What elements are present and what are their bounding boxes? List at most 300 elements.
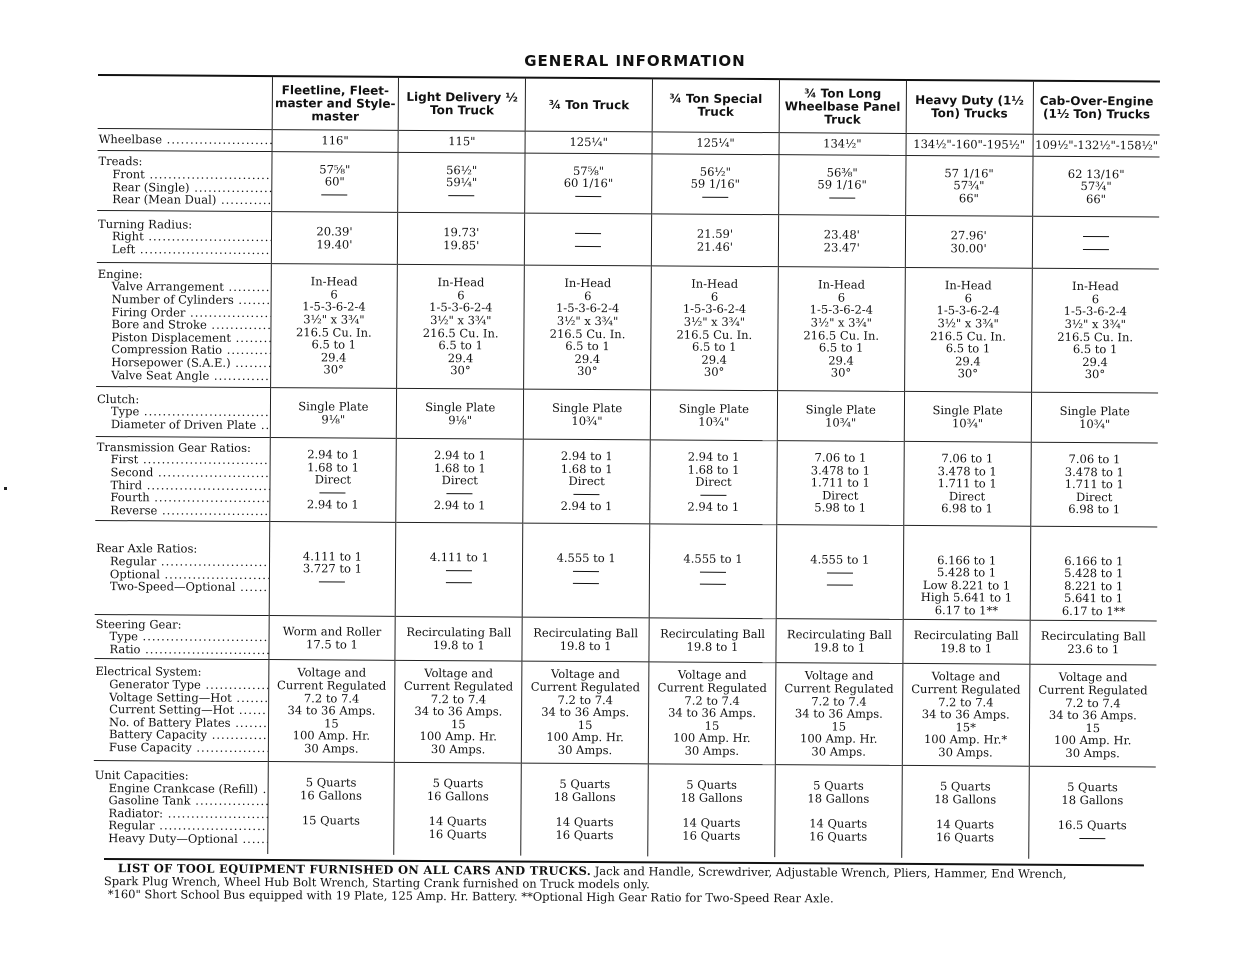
cell-value: 57¾" [1080,179,1112,194]
cell-value: 3.478 to 1 [937,463,997,479]
value-cell [398,152,525,213]
section-row [97,150,1159,216]
cell-value: 19.8 to 1 [686,639,739,654]
dash-rule [573,583,599,584]
not-applicable-dash [779,578,901,591]
cell-value: 27.96' [950,228,987,243]
tool-equipment-list: Jack and Handle, Screwdriver, Adjustable Wrench, Pliers, Hammer, End Wrench, [594,863,1067,881]
cell-value: 59¼" [446,175,478,190]
cell-value: 134½"-160"-195½" [913,137,1026,152]
cell-value: 216.5 Cu. In. [1057,329,1134,344]
not-applicable-dash [1031,831,1154,844]
cell-value: 10¾" [825,414,857,430]
cell-value: 216.5 Cu. In. [676,327,753,342]
cell-value: 6.5 to 1 [1072,342,1118,357]
cell-value: 4.111 to 1 [302,548,363,564]
cell-value: 16 Quarts [428,826,487,842]
cell-value: 1-5-3-6-2-4 [302,299,366,314]
cell-value: 57¾" [953,178,985,193]
cell-value: 5 Quarts [939,779,991,794]
section-heading: Turning Radius: [98,216,193,232]
cell-value: 30 Amps. [938,745,993,760]
cell-value: 18 Gallons [553,789,616,805]
value-cell [649,618,776,663]
section-row [97,210,1159,268]
value-cell [521,661,648,764]
cell-value: 3½" x 3¾" [556,313,619,329]
cell-value: 5 Quarts [1067,780,1118,795]
cell-value: 216.5 Cu. In. [422,325,499,340]
header-label-corner [98,75,272,130]
cell-value: In-Head [310,274,358,289]
cell-value: Voltage and [677,667,747,683]
cell-value: 216.5 Cu. In. [930,328,1006,344]
row-label: Front ..... [98,168,269,182]
cell-value: 16 Quarts [682,828,741,843]
section-heading: Engine: [97,266,143,282]
footnotes [104,858,1144,907]
cell-value: Voltage and [804,668,874,684]
cell-value: 15 [704,718,720,733]
cell-value: 5 Quarts [305,775,357,790]
cell-value: 14 Quarts [809,816,868,831]
cell-value: 6.17 to 1** [1061,603,1126,619]
dash-rule [700,571,726,572]
cell-value: 7.2 to 7.4 [430,691,487,706]
section-label-cell [98,128,272,151]
cell-value: 2.94 to 1 [306,497,359,512]
cell-value: 30 Amps. [430,742,486,757]
cell-value: 14 Quarts [555,814,614,830]
cell-value: 15 [831,719,847,734]
cell-value: 7.2 to 7.4 [1065,695,1121,710]
row-label: Battery Capacity ..... [95,728,266,742]
cell-value: 29.4 [320,350,347,365]
section-row [95,520,1158,620]
cell-value: Voltage and [551,667,620,682]
cell-value: 21.59' [696,226,734,241]
cell-value: 1-5-3-6-2-4 [936,303,1000,318]
value-cell [396,522,523,617]
dash-rule [827,585,853,586]
row-label: Current Setting—Hot ..... [95,703,266,717]
cell-value: 6 [457,287,465,302]
value-cell [1032,216,1159,269]
column-header: ¾ Ton Long Wheelbase Panel Truck [779,79,906,133]
cell-value: 30 Amps. [811,744,866,759]
value-cell [522,617,649,662]
value-cell [779,133,906,156]
column-header: Light Delivery ½ Ton Truck [399,77,526,131]
value-cell [649,524,776,619]
page-title: GENERAL INFORMATION [524,52,746,70]
cell-value: 6.98 to 1 [941,501,993,516]
cell-value: 19.73' [443,225,480,240]
cell-value: 30° [957,366,979,381]
value-cell [650,440,777,525]
cell-value: 30° [450,363,471,378]
cell-value: 15 [577,717,593,732]
cell-value: 134½" [823,136,862,151]
cell-value: 30° [1084,367,1106,382]
cell-value: 57⅝" [319,161,351,177]
cell-value: 3½" x 3¾" [430,312,492,328]
cell-value: 6.5 to 1 [945,341,991,356]
value-cell [902,663,1029,766]
cell-value: Recirculating Ball [533,625,639,641]
row-label: Type ..... [96,630,267,644]
value-cell [523,389,650,440]
cell-value: 16 Gallons [426,788,489,804]
value-cell [775,663,902,766]
cell-value: Direct [568,474,605,489]
cell-value: 7.2 to 7.4 [938,694,994,710]
dash-rule [827,572,853,573]
value-cell [1032,156,1159,217]
cell-value: 100 Amp. Hr. [419,729,497,744]
value-cell [522,523,649,618]
cell-value: 19.85' [443,237,480,252]
cell-value: 5 Quarts [559,777,611,792]
dash-rule [1083,236,1109,237]
cell-value [1033,529,1156,542]
cell-value: 3½" x 3¾" [1064,316,1126,332]
row-label: Optional ..... [96,567,267,581]
cell-value: 216.5 Cu. In. [295,324,372,340]
row-label: Bore and Stroke ..... [97,318,268,332]
value-cell [652,132,779,155]
dash-rule [702,197,728,198]
row-label: Heavy Duty—Optional ..... [94,832,265,846]
not-applicable-dash [1035,230,1158,243]
value-cell [525,213,652,266]
cell-value: 10¾" [571,413,603,428]
row-label: Gasoline Tank ..... [95,794,266,808]
cell-value: 17.5 to 1 [306,636,358,652]
value-cell [904,267,1032,392]
cell-value: 2.94 to 1 [434,448,486,463]
cell-value: 2.94 to 1 [560,448,613,464]
cell-value: 1.711 to 1 [1064,477,1124,492]
cell-value: 6.5 to 1 [565,338,610,354]
row-label: Diameter of Driven Plate ..... [97,418,268,432]
cell-value: Direct [1076,489,1113,505]
cell-value: Direct [441,473,478,488]
value-cell [523,439,650,524]
value-cell [648,764,775,857]
column-header: ¾ Ton Truck [525,78,652,132]
cell-value: Recirculating Ball [913,627,1019,643]
section-heading: Wheelbase ..... [99,133,270,147]
cell-value: Current Regulated [403,678,514,694]
cell-value: 5 Quarts [432,776,484,791]
dash-rule [446,582,472,583]
cell-value: 5 Quarts [686,777,738,793]
row-label: Engine Crankcase (Refill) ..... [95,782,266,796]
cell-value: 29.4 [828,353,854,368]
section-label-cell [97,210,271,263]
cell-value: In-Head [564,275,612,291]
section-label-cell [97,150,271,211]
cell-value: 1-5-3-6-2-4 [555,301,620,316]
value-cell [395,616,522,661]
value-cell [396,438,523,523]
column-header: Fleetline, Fleet-master and Style-master [272,76,399,130]
cell-value: 34 to 36 Amps. [541,704,630,720]
value-cell [270,264,398,389]
cell-value: 6 [710,289,719,304]
cell-value: 3½" x 3¾" [937,316,999,331]
row-label: Valve Arrangement ..... [98,280,269,294]
value-cell [268,660,395,763]
cell-value: High 5.641 to 1 [920,590,1013,605]
dash-rule [447,493,473,494]
cell-value: 59 1/16" [817,177,867,192]
cell-value: 21.46' [696,239,734,254]
row-label: Rear (Mean Dual) ..... [98,193,269,207]
cell-value: 7.06 to 1 [814,450,867,465]
dash-rule [575,196,601,197]
cell-value: 30° [323,362,344,377]
cell-value: Single Plate [678,401,750,416]
cell-value: Direct [695,474,732,490]
value-cell [395,660,522,763]
cell-value: Current Regulated [530,679,641,695]
cell-value: 1.68 to 1 [687,462,740,477]
cell-value: 15 [324,716,339,731]
cell-value: 34 to 36 Amps. [287,703,376,718]
cell-value: 100 Amp. Hr. [1053,733,1132,748]
section-heading: Rear Axle Ratios: [96,541,198,556]
row-label: No. of Battery Plates ..... [95,716,266,730]
section-row [95,436,1157,526]
cell-value: 5 Quarts [813,778,864,793]
cell-value: 56½" [699,164,731,179]
section-label-cell [95,520,270,615]
row-label: Valve Seat Angle ..... [97,369,268,383]
cell-value: 16.5 Quarts [1057,817,1127,833]
cell-value: 6.5 to 1 [818,340,864,355]
cell-value: 30 Amps. [304,741,359,756]
cell-value: In-Head [1072,279,1119,294]
value-cell [271,212,398,265]
section-label-cell [96,386,270,437]
cell-value: 30.00' [950,240,987,255]
cell-value [270,827,392,840]
row-label: First ..... [97,453,268,467]
cell-value: 14 Quarts [936,817,995,832]
value-cell [394,762,521,855]
cell-value: 2.94 to 1 [433,498,486,513]
cell-value: 66" [958,191,979,206]
not-applicable-dash [527,189,649,202]
cell-value: 6 [584,288,592,303]
not-applicable-dash [779,565,901,578]
cell-value: 29.4 [701,352,728,367]
cell-value: 115" [448,134,476,149]
value-cell [271,152,398,213]
cell-value: 6.5 to 1 [311,337,357,352]
cell-value: 30 Amps. [557,742,613,758]
cell-value: 30° [577,364,598,379]
cell-value: 3.478 to 1 [810,462,870,478]
cell-value: Voltage and [424,666,494,681]
value-cell [1028,766,1155,859]
cell-value: 30° [703,364,725,380]
cell-value: 15 [450,716,466,732]
value-cell [779,155,906,216]
cell-value: 116" [321,133,349,148]
value-cell [650,390,777,441]
cell-value: 10¾" [698,414,730,429]
cell-value: 6.98 to 1 [1068,502,1121,517]
section-heading: Steering Gear: [95,616,182,632]
cell-value: 1-5-3-6-2-4 [1063,304,1128,319]
row-label: Right ..... [98,230,269,244]
cell-value: 3.727 to 1 [302,561,362,576]
cell-value: 16 Quarts [935,829,995,845]
cell-value: Current Regulated [657,680,767,696]
value-cell [903,525,1030,620]
cell-value: 56½" [446,162,478,177]
cell-value: 23.6 to 1 [1067,641,1120,656]
not-applicable-dash [274,188,396,201]
not-applicable-dash [398,563,520,576]
section-heading: Transmission Gear Ratios: [96,439,251,455]
not-applicable-dash [401,189,523,202]
value-cell [778,215,905,268]
cell-value: 19.8 to 1 [559,638,612,653]
dash-rule [446,570,472,571]
cell-value: Current Regulated [1038,682,1148,698]
not-applicable-dash [525,576,647,589]
dash-rule [574,494,600,495]
cell-value: 15* [955,720,976,735]
row-label: Fuse Capacity ..... [95,741,266,755]
cell-value: 6 [330,287,338,302]
section-heading: Unit Capacities: [94,767,189,783]
cell-value: 18 Gallons [1061,792,1124,808]
cell-value: 66" [1086,191,1107,206]
section-heading: Clutch: [96,391,140,406]
value-cell [901,765,1028,858]
cell-value: 14 Quarts [682,815,741,830]
row-label: Two-Speed—Optional ..... [96,580,267,594]
cell-value: 34 to 36 Amps. [414,704,503,719]
value-cell [903,441,1030,526]
cell-value: 18 Gallons [934,791,997,807]
cell-value: Low 8.221 to 1 [922,577,1011,593]
not-applicable-dash [271,575,393,588]
dash-rule [700,495,726,496]
cell-value: 5.428 to 1 [937,565,997,580]
row-label: Regular ..... [96,555,267,569]
cell-value: 6 [837,290,846,305]
not-applicable-dash [527,239,649,252]
cell-value: Single Plate [298,399,369,414]
cell-value: In-Head [437,275,485,290]
cell-value: Direct [822,488,859,503]
cell-value: 3½" x 3¾" [683,314,746,329]
cell-value: 1.68 to 1 [433,460,486,475]
tool-equipment-heading: LIST OF TOOL EQUIPMENT FURNISHED ON ALL CARS AND TRUCKS. [117,861,592,878]
cell-value: 3½" x 3¾" [810,315,872,330]
value-cell [651,214,778,267]
cell-value: 1-5-3-6-2-4 [809,302,874,318]
not-applicable-dash [398,576,520,589]
section-row [96,386,1158,442]
value-cell [777,441,904,526]
row-label: Generator Type ..... [95,678,266,692]
cell-value: In-Head [818,277,866,292]
not-applicable-dash [654,190,776,203]
value-cell [1030,442,1157,527]
section-row [94,614,1156,664]
section-row [96,262,1159,392]
cell-value: Single Plate [1059,403,1130,419]
cell-value: 7.2 to 7.4 [684,693,740,708]
column-header-row [98,75,1160,135]
section-label-cell [93,760,268,853]
value-cell [651,266,779,391]
cell-value: Single Plate [932,403,1003,418]
value-cell [525,153,652,214]
value-cell [905,155,1032,216]
cell-value: 10¾" [951,415,984,430]
section-heading: Electrical System: [95,664,202,680]
value-cell [777,391,904,442]
cell-value: 4.555 to 1 [810,551,870,567]
dash-rule [1079,838,1105,839]
cell-value: 100 Amp. Hr. [800,731,878,747]
cell-value: 34 to 36 Amps. [1048,708,1137,723]
cell-value: 2.94 to 1 [560,499,613,514]
cell-value: 18 Gallons [807,791,870,806]
cell-value: 57 1/16" [944,165,994,181]
row-label: Firing Order ..... [98,306,269,320]
value-cell [397,388,524,439]
cell-value: 30 Amps. [1065,745,1120,761]
section-heading: Treads: [98,154,143,169]
cell-value: Worm and Roller [282,624,382,639]
cell-value: 7.06 to 1 [1068,451,1121,467]
row-label: Third ..... [96,478,267,492]
dash-rule [829,198,855,199]
cell-value: 109½"-132½"-158½" [1035,137,1159,153]
dash-rule [575,233,601,234]
cell-value: Current Regulated [784,681,894,696]
column-header: ¾ Ton Special Truck [652,78,779,132]
cell-value: In-Head [691,276,739,292]
row-label: Piston Displacement ..... [97,331,268,345]
dash-rule [320,493,346,494]
cell-value: 1-5-3-6-2-4 [429,300,493,315]
cell-value: Current Regulated [911,681,1021,697]
cell-value: 1.68 to 1 [560,461,613,476]
row-label: Radiator: ..... [94,807,265,821]
cell-value: 100 Amp. Hr.* [923,732,1008,747]
row-label: Rear (Single) ..... [98,181,269,195]
value-cell [904,391,1031,442]
cell-value: 23.47' [823,239,860,255]
cell-value: 6.166 to 1 [937,552,997,568]
value-cell [397,264,525,389]
column-header: Heavy Duty (1½ Ton) Trucks [906,80,1033,134]
cell-value: 30 Amps. [684,743,740,758]
cell-value [1033,542,1156,555]
cell-value: 7.2 to 7.4 [303,690,360,706]
row-label: Left ..... [98,243,269,257]
